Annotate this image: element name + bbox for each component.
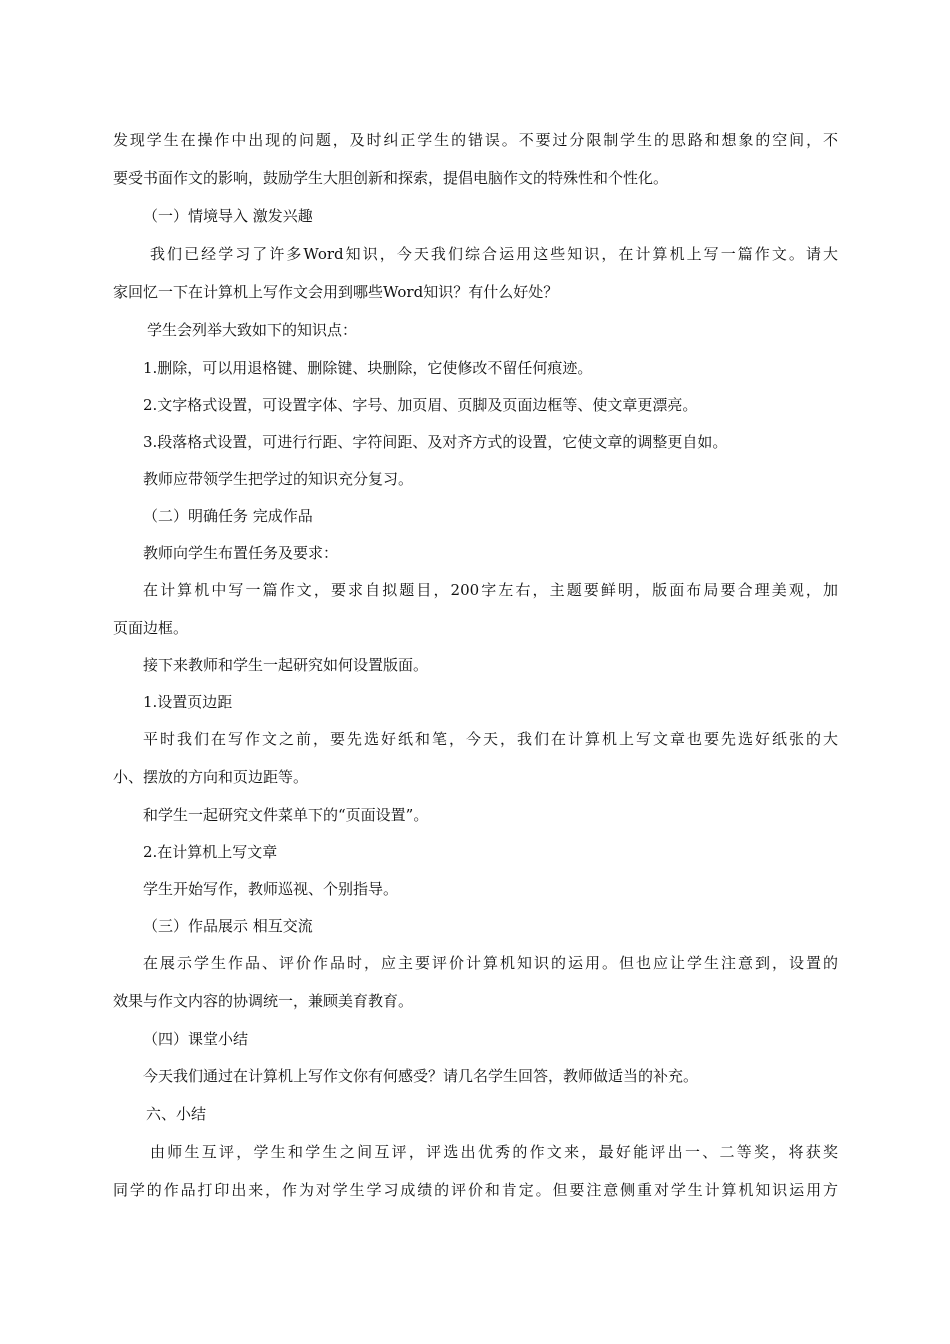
paragraph-line: 教师应带领学生把学过的知识充分复习。 <box>143 470 414 488</box>
section-heading: （二）明确任务 完成作品 <box>143 507 313 525</box>
paragraph-line: 接下来教师和学生一起研究如何设置版面。 <box>143 656 429 674</box>
list-item: 1.删除，可以用退格键、删除键、块删除，它使修改不留任何痕迹。 <box>143 359 593 377</box>
list-item: 3.段落格式设置，可进行行距、字符间距、及对齐方式的设置，它使文章的调整更自如。 <box>143 433 728 451</box>
paragraph-line: 小、摆放的方向和页边距等。 <box>113 768 309 786</box>
paragraph-line: 由师生互评，学生和学生之间互评，评选出优秀的作文来，最好能评出一、二等奖，将获奖 <box>150 1143 838 1161</box>
section-heading: （三）作品展示 相互交流 <box>143 917 313 935</box>
paragraph-line: 教师向学生布置任务及要求： <box>143 544 339 562</box>
paragraph-line: 学生开始写作，教师巡视、个别指导。 <box>143 880 399 898</box>
paragraph-line: 今天我们通过在计算机上写作文你有何感受？请几名学生回答，教师做适当的补充。 <box>143 1067 699 1085</box>
list-item: 2.文字格式设置，可设置字体、字号、加页眉、页脚及页面边框等、使文章更漂亮。 <box>143 396 698 414</box>
subsection-heading: 2.在计算机上写文章 <box>143 843 278 861</box>
paragraph-line: 和学生一起研究文件菜单下的“页面设置”。 <box>143 806 429 824</box>
paragraph-line: 要受书面作文的影响，鼓励学生大胆创新和探索，提倡电脑作文的特殊性和个性化。 <box>113 169 669 187</box>
paragraph-line: 我们已经学习了许多Word知识，今天我们综合运用这些知识，在计算机上写一篇作文。请大 <box>150 245 838 263</box>
paragraph-line: 在展示学生作品、评价作品时，应主要评价计算机知识的运用。但也应让学生注意到，设置的 <box>143 954 838 972</box>
section-heading: （一）情境导入 激发兴趣 <box>143 207 313 225</box>
subsection-heading: 1.设置页边距 <box>143 693 233 711</box>
paragraph-line: 效果与作文内容的协调统一，兼顾美育教育。 <box>113 992 414 1010</box>
paragraph-line: 同学的作品打印出来，作为对学生学习成绩的评价和肯定。但要注意侧重对学生计算机知识运用方 <box>113 1181 838 1199</box>
paragraph-line: 页面边框。 <box>113 619 189 637</box>
paragraph-line: 家回忆一下在计算机上写作文会用到哪些Word知识？有什么好处？ <box>113 283 559 301</box>
paragraph-line: 平时我们在写作文之前，要先选好纸和笔，今天，我们在计算机上写文章也要先选好纸张的大 <box>143 730 838 748</box>
section-heading: 六、小结 <box>146 1105 207 1123</box>
section-heading: （四）课堂小结 <box>143 1030 249 1048</box>
paragraph-line: 在计算机中写一篇作文，要求自拟题目，200字左右，主题要鲜明，版面布局要合理美观，加 <box>143 581 838 599</box>
paragraph-line: 发现学生在操作中出现的问题，及时纠正学生的错误。不要过分限制学生的思路和想象的空间，不 <box>113 131 838 149</box>
paragraph-line: 学生会列举大致如下的知识点： <box>147 321 358 339</box>
